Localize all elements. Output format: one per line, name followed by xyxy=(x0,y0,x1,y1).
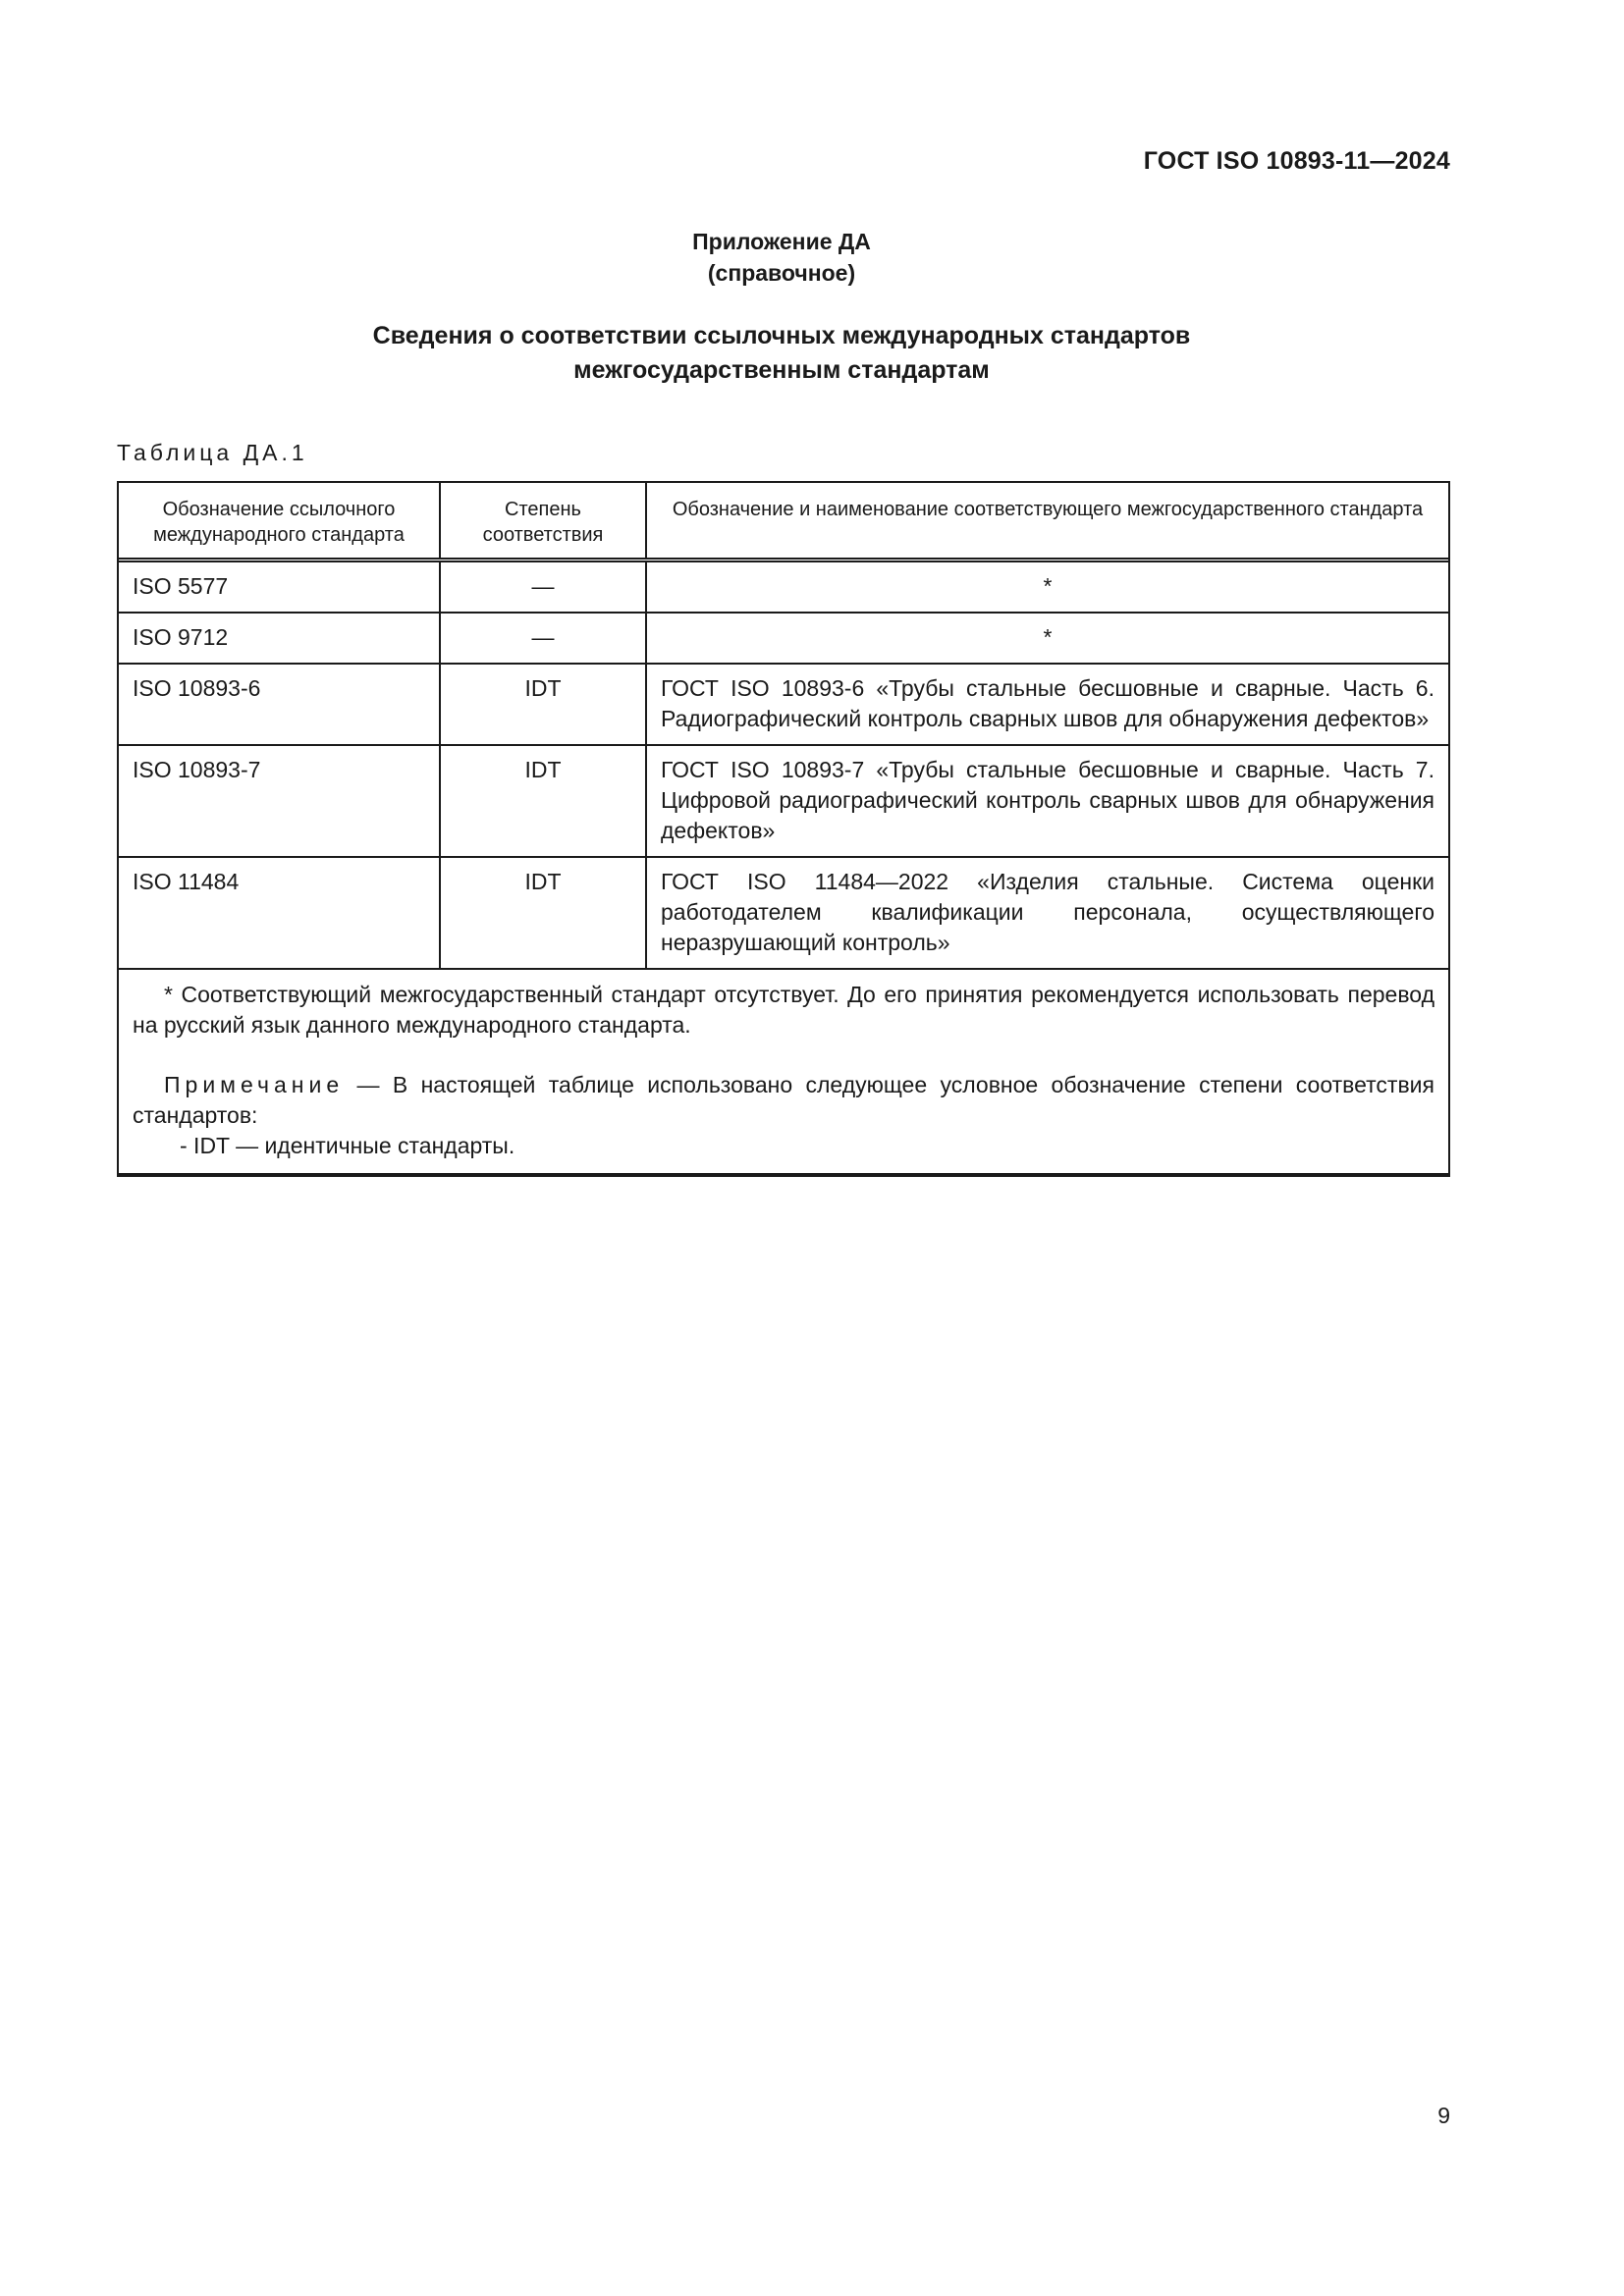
page-number: 9 xyxy=(1437,2103,1450,2128)
note-text: — В настоящей таблице использовано следующее условное обозначение степени соответствия стандартов: xyxy=(133,1072,1435,1128)
table-note xyxy=(133,1070,1435,1131)
header-international-standard: Обозначение ссылочного международного стандарта xyxy=(119,483,440,561)
table-row xyxy=(119,745,1448,857)
cell-degree: IDT xyxy=(440,857,646,969)
table-row xyxy=(119,613,1448,664)
cell-international-standard: ISO 10893-7 xyxy=(119,745,440,857)
table-row xyxy=(119,664,1448,745)
cell-international-standard: ISO 11484 xyxy=(119,857,440,969)
cell-degree: — xyxy=(440,613,646,664)
header-interstate-standard: Обозначение и наименование соответствующего межгосударственного стандарта xyxy=(646,483,1448,561)
cell-degree: IDT xyxy=(440,664,646,745)
appendix-heading xyxy=(0,226,1563,289)
table-container xyxy=(117,481,1450,1177)
cell-interstate-standard: * xyxy=(646,613,1448,664)
table-footnote-row xyxy=(119,969,1448,1174)
note-label: Примечание xyxy=(164,1072,345,1097)
document-code: ГОСТ ISO 10893-11—2024 xyxy=(1143,147,1450,175)
table-header-row xyxy=(119,483,1448,561)
cell-interstate-standard: ГОСТ ISO 10893-7 «Трубы стальные бесшовные и сварные. Часть 7. Цифровой радиографический контроль сварных швов для обнаружения дефектов» xyxy=(646,745,1448,857)
cell-international-standard: ISO 10893-6 xyxy=(119,664,440,745)
cell-interstate-standard: * xyxy=(646,561,1448,614)
cell-interstate-standard: ГОСТ ISO 10893-6 «Трубы стальные бесшовные и сварные. Часть 6. Радиографический контроль сварных швов для обнаружения дефектов» xyxy=(646,664,1448,745)
cell-interstate-standard: ГОСТ ISO 11484—2022 «Изделия стальные. Система оценки работодателем квалификации персонала, осуществляющего неразрушающий контроль» xyxy=(646,857,1448,969)
table-footnote-cell xyxy=(119,969,1448,1174)
page-title-line-2: межгосударственным стандартам xyxy=(573,356,990,384)
cell-degree: — xyxy=(440,561,646,614)
table-footnote: * Соответствующий межгосударственный стандарт отсутствует. До его принятия рекомендуется использовать перевод на русский язык данного международного стандарта. xyxy=(133,982,1435,1038)
appendix-subtitle: (справочное) xyxy=(707,260,856,286)
page-title xyxy=(0,319,1563,388)
cell-degree: IDT xyxy=(440,745,646,857)
correspondence-table xyxy=(119,483,1448,1175)
appendix-title: Приложение ДА xyxy=(692,229,871,254)
header-degree-of-correspondence: Степень соответствия xyxy=(440,483,646,561)
table-row xyxy=(119,561,1448,614)
cell-international-standard: ISO 5577 xyxy=(119,561,440,614)
table-row xyxy=(119,857,1448,969)
page-title-line-1: Сведения о соответствии ссылочных международных стандартов xyxy=(372,322,1191,349)
table-caption: Таблица ДА.1 xyxy=(117,440,308,465)
note-list-item: - IDT — идентичные стандарты. xyxy=(180,1133,515,1158)
cell-international-standard: ISO 9712 xyxy=(119,613,440,664)
